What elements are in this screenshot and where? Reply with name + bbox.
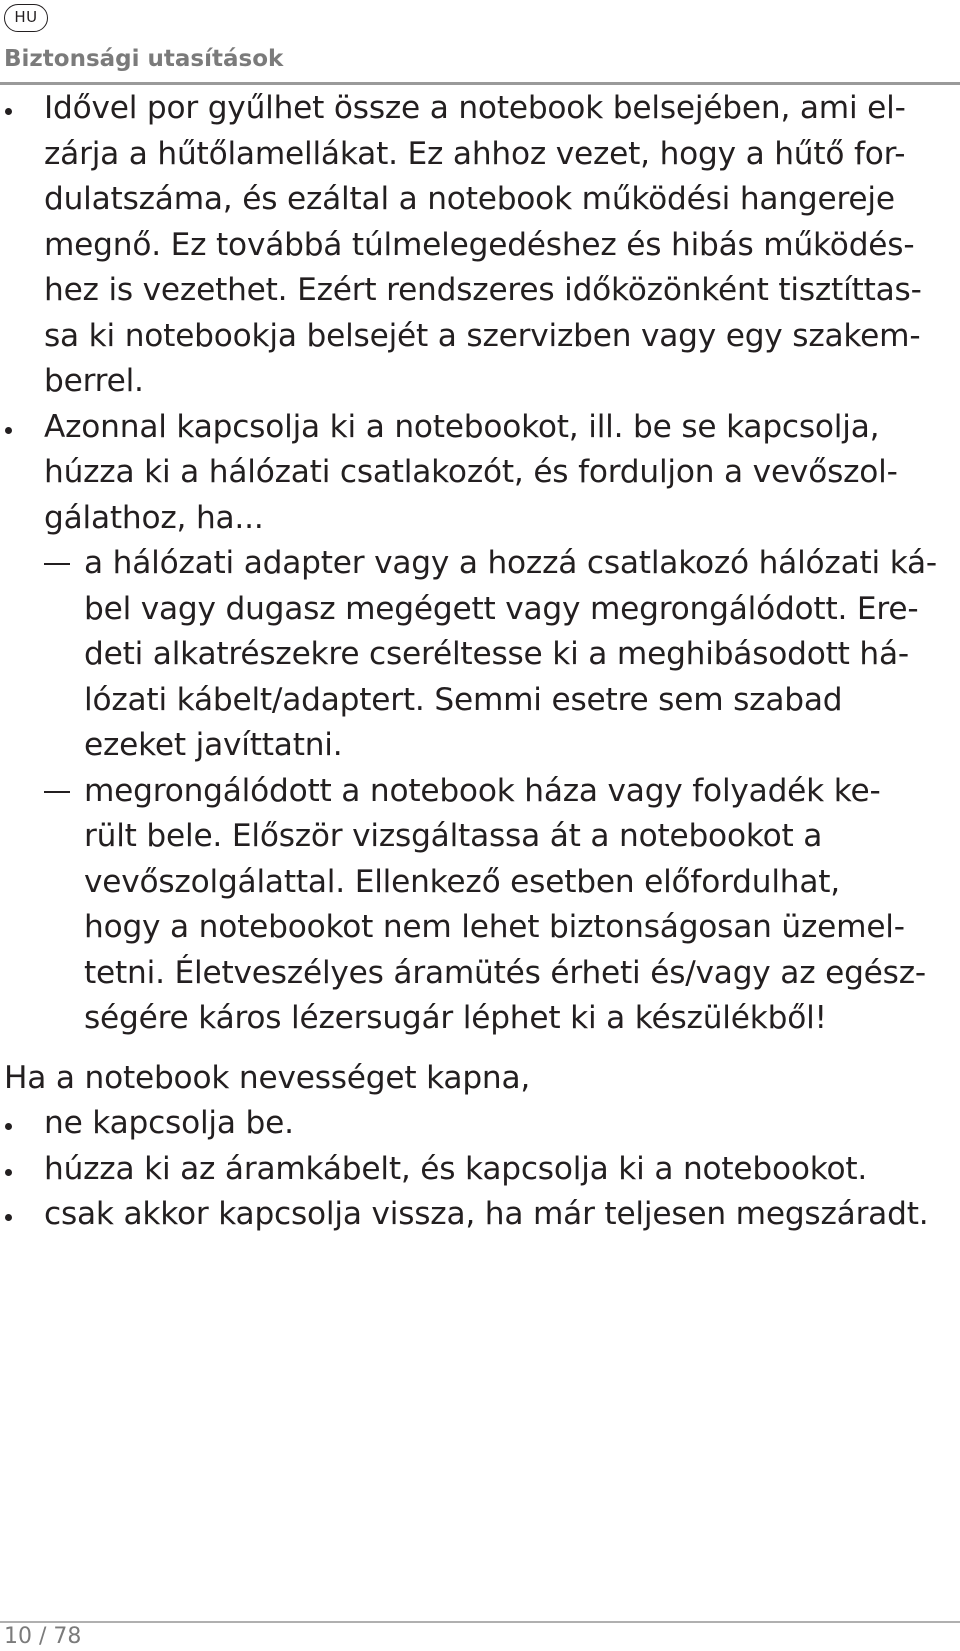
text-line: hogy a notebookot nem lehet biztonságosan üzemel-	[84, 909, 905, 945]
text-line: megrongálódott a notebook háza vagy folyadék ke-	[84, 772, 881, 809]
bullet-dot	[5, 1123, 12, 1130]
text-line: lózati kábelt/adaptert. Semmi esetre sem szabad	[84, 681, 843, 718]
bullet-item-switch-off	[0, 405, 944, 542]
text-line: a hálózati adapter vagy a hozzá csatlakozó hálózati ká-	[84, 545, 937, 581]
moisture-intro	[0, 1056, 944, 1102]
text-line: húzza ki a hálózati csatlakozót, és forduljon a vevőszol-	[44, 454, 898, 490]
text-line: Azonnal kapcsolja ki a notebookot, ill. be se kapcsolja,	[44, 408, 880, 445]
text-line: deti alkatrészekre cseréltesse ki a meghibásodott há-	[84, 636, 909, 672]
safety-content	[0, 86, 960, 1238]
bullet-item-unplug	[0, 1147, 944, 1193]
footer-divider	[0, 1621, 960, 1623]
bullet-item-dust	[0, 86, 944, 405]
page-number: 10 / 78	[4, 1624, 82, 1649]
text-line: hez is vezethet. Ezért rendszeres időközönként tisztíttas-	[44, 272, 922, 308]
text-line: sa ki notebookja belsejét a szervizben vagy egy szakem-	[44, 317, 921, 354]
text-line: ezeket javíttatni.	[84, 727, 343, 763]
text-line: bel vagy dugasz megégett vagy megrongálódott. Ere-	[84, 590, 919, 627]
text-line: húzza ki az áramkábelt, és kapcsolja ki a notebookot.	[44, 1150, 868, 1187]
dash-marker	[44, 563, 70, 565]
bullet-dot	[5, 108, 12, 115]
text-line: gálathoz, ha...	[44, 499, 264, 536]
header-divider	[0, 82, 960, 85]
text-line: Idővel por gyűlhet össze a notebook belsejében, ami el-	[44, 90, 906, 126]
bullet-item-do-not-switch-on	[0, 1101, 944, 1147]
text-line: dulatszáma, és ezáltal a notebook működési hangereje	[44, 181, 895, 217]
text-line: Ha a notebook nevességet kapna,	[4, 1059, 531, 1096]
dash-item-housing	[0, 769, 944, 1042]
bullet-dot	[5, 427, 12, 434]
text-line: csak akkor kapcsolja vissza, ha már teljesen megszáradt.	[44, 1196, 929, 1232]
dash-marker	[44, 791, 70, 793]
text-line: rült bele. Először vizsgáltassa át a notebookot a	[84, 818, 823, 854]
bullet-dot	[5, 1169, 12, 1176]
bullet-dot	[5, 1214, 12, 1221]
text-line: ne kapcsolja be.	[44, 1105, 294, 1141]
text-line: megnő. Ez továbbá túlmelegedéshez és hibás működés-	[44, 226, 915, 263]
section-title: Biztonsági utasítások	[4, 46, 284, 72]
text-line: berrel.	[44, 363, 144, 399]
bullet-item-dry	[0, 1192, 944, 1238]
text-line: tetni. Életveszélyes áramütés érheti és/vagy az egész-	[84, 954, 926, 991]
language-badge: HU	[4, 4, 48, 32]
text-line: ségére káros lézersugár léphet ki a készülékből!	[84, 1000, 827, 1036]
dash-item-adapter	[0, 541, 944, 769]
text-line: vevőszolgálattal. Ellenkező esetben előfordulhat,	[84, 863, 841, 900]
text-line: zárja a hűtőlamellákat. Ez ahhoz vezet, hogy a hűtő for-	[44, 135, 906, 172]
